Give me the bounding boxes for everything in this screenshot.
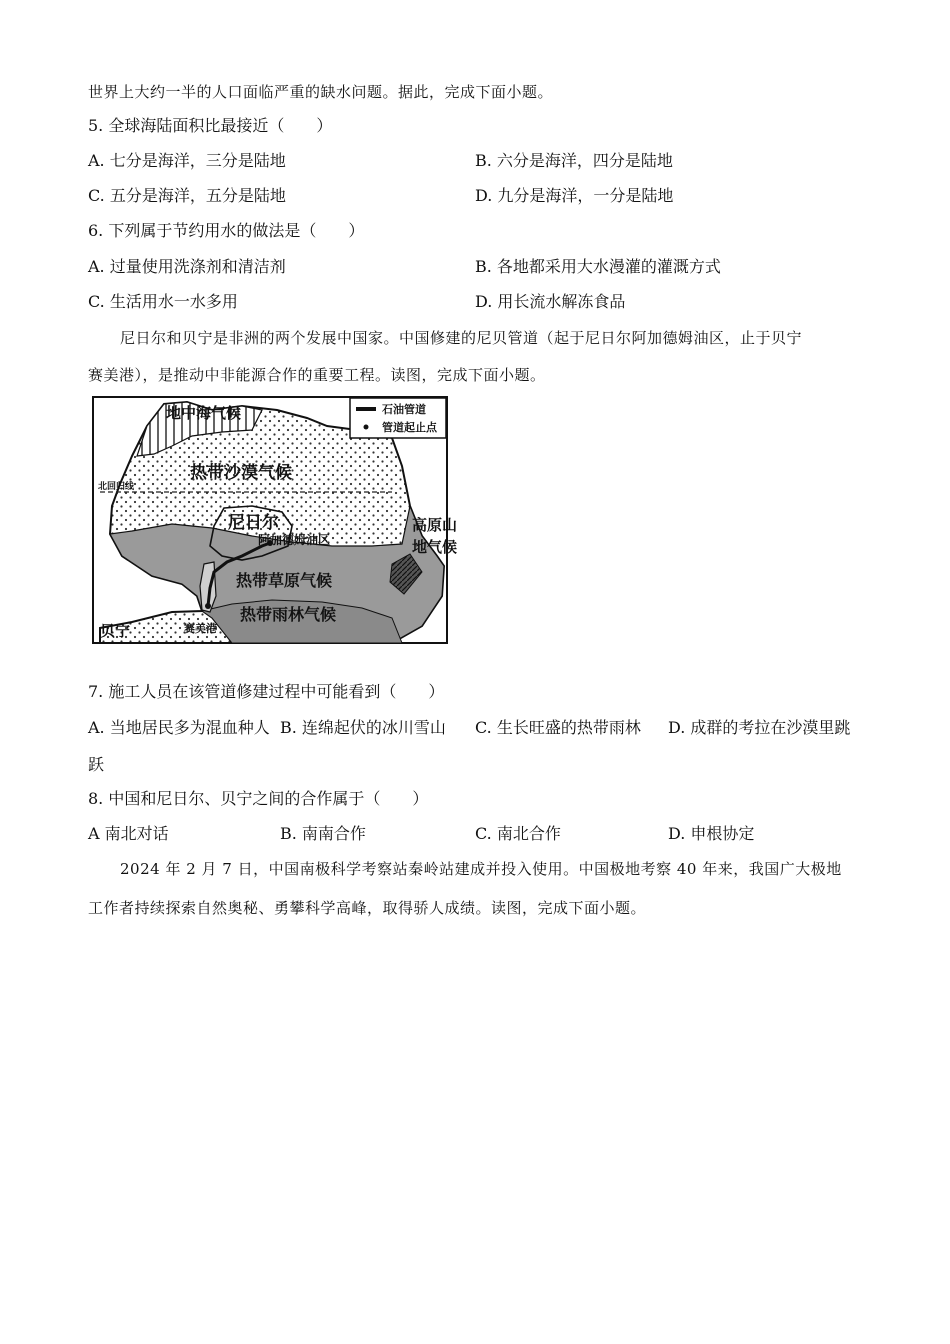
intro-paragraph-pipeline-line1: 尼日尔和贝宁是非洲的两个发展中国家。中国修建的尼贝管道（起于尼日尔阿加德姆油区，止于贝宁 [120,329,803,347]
question-6-option-d[interactable]: D. 用长流水解冻食品 [475,292,626,311]
question-5-option-a[interactable]: A. 七分是海洋，三分是陆地 [88,151,286,170]
question-8-option-a[interactable]: A 南北对话 [88,824,169,843]
label-port: 赛美港 [184,622,217,635]
label-highland-line2: 地气候 [412,538,458,556]
question-7-stem: 7. 施工人员在该管道修建过程中可能看到（ ） [88,682,445,701]
question-8-option-d[interactable]: D. 申根协定 [668,824,755,843]
question-7-option-d[interactable]: D. 成群的考拉在沙漠里跳 [668,718,851,737]
question-7-option-a[interactable]: A. 当地居民多为混血种人 [88,718,270,737]
question-5-option-d[interactable]: D. 九分是海洋，一分是陆地 [475,186,674,205]
question-6-option-a[interactable]: A. 过量使用洗涤剂和清洁剂 [88,257,286,276]
label-benin: 贝宁 [100,622,131,640]
legend-endpoint-symbol [364,425,369,430]
question-8-option-b[interactable]: B. 南南合作 [280,824,366,843]
question-6-stem: 6. 下列属于节约用水的做法是（ ） [88,221,365,240]
question-7-option-c[interactable]: C. 生长旺盛的热带雨林 [475,718,641,737]
question-5-option-c[interactable]: C. 五分是海洋，五分是陆地 [88,186,286,205]
question-7-option-d-continued: 跃 [88,755,105,774]
legend-endpoint-label: 管道起止点 [382,422,437,434]
question-8-option-c[interactable]: C. 南北合作 [475,824,561,843]
question-5-stem: 5. 全球海陆面积比最接近（ ） [88,116,333,135]
label-niger: 尼日尔 [228,513,279,533]
intro-paragraph-water: 世界上大约一半的人口面临严重的缺水问题。据此，完成下面小题。 [88,83,554,101]
label-highland-line1: 高原山 [412,516,458,534]
label-rainforest: 热带雨林气候 [240,605,337,624]
intro-paragraph-pipeline-line2: 赛美港），是推动中非能源合作的重要工程。读图，完成下面小题。 [88,366,546,384]
label-agadem: 阿加德姆油区 [258,533,331,547]
label-savanna: 热带草原气候 [236,571,333,590]
label-mediterranean: 地中海气候 [166,404,242,422]
question-6-option-b[interactable]: B. 各地都采用大水漫灌的灌溉方式 [475,257,721,276]
question-7-option-b[interactable]: B. 连绵起伏的冰川雪山 [280,718,446,737]
legend-pipeline-label: 石油管道 [382,404,426,416]
label-tropic: 北回归线 [98,482,135,492]
question-5-option-b[interactable]: B. 六分是海洋，四分是陆地 [475,151,673,170]
question-8-stem: 8. 中国和尼日尔、贝宁之间的合作属于（ ） [88,789,429,808]
niger-benin-climate-map [92,396,458,644]
intro-paragraph-antarctic-line1: 2024 年 2 月 7 日，中国南极科学考察站秦岭站建成并投入使用。中国极地考察 40 年来，我国广大极地 [120,860,842,878]
label-desert: 热带沙漠气候 [190,463,292,483]
question-6-option-c[interactable]: C. 生活用水一水多用 [88,292,238,311]
pipeline-end-point [205,603,211,609]
intro-paragraph-antarctic-line2: 工作者持续探索自然奥秘、勇攀科学高峰，取得骄人成绩。读图，完成下面小题。 [88,899,647,917]
